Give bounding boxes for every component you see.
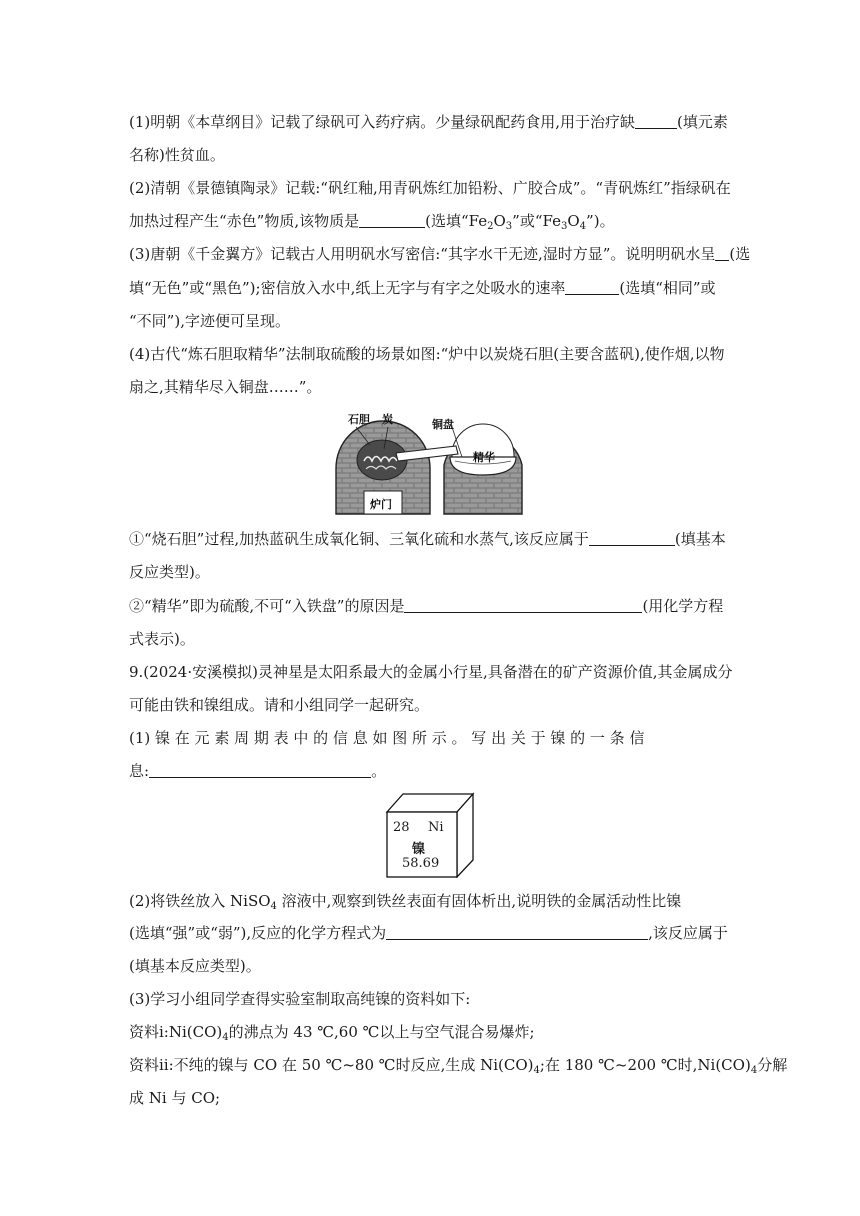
- label-shidan: 石胆: [348, 413, 370, 426]
- atomic-number: 28: [393, 820, 410, 835]
- q9-part2-line3: (填基本反应类型)。: [129, 957, 261, 975]
- q9-info2-line1: [129, 1054, 788, 1076]
- q9-part3-line1: (3)学习小组同学查得实验室制取高纯镍的资料如下:: [129, 990, 471, 1008]
- q8-part3-line1: [129, 243, 751, 265]
- info-text: 的沸点为 43 ℃,60 ℃以上与空气混合易爆炸;: [228, 1023, 535, 1041]
- info-text: 资料ⅰ:Ni(CO): [129, 1023, 223, 1041]
- subscript: 4: [579, 221, 587, 232]
- formula-text: ”)。: [586, 212, 615, 230]
- answer-blank[interactable]: [589, 530, 675, 546]
- q8-part3-hint: (选填“相同”或: [619, 279, 716, 297]
- q8-sub1-text: ①“烧石胆”过程,加热蓝矾生成氧化铜、三氧化硫和水蒸气,该反应属于: [129, 530, 589, 548]
- label-tongpan: 铜盘: [432, 418, 454, 431]
- q9-part2-text: (选填“强”或“弱”),反应的化学方程式为: [129, 924, 387, 942]
- answer-blank[interactable]: [565, 279, 619, 295]
- subscript: 3: [505, 221, 513, 232]
- q8-part3-line2: [129, 277, 734, 299]
- q8-sub2-hint: (用化学方程: [642, 597, 724, 615]
- formula-text: ”或“Fe: [512, 212, 561, 230]
- q9-part1-text: 息:: [129, 762, 150, 780]
- subscript: 4: [533, 1065, 540, 1076]
- subscript: 2: [487, 221, 494, 232]
- answer-blank[interactable]: [149, 762, 371, 778]
- q9-part1-line1: (1) 镍 在 元 素 周 期 表 中 的 信 息 如 图 所 示 。 写 出 关 于 镍 的 一 条 信: [129, 729, 645, 747]
- label-tan: 炭: [382, 413, 393, 426]
- formula-text: O: [567, 212, 580, 230]
- q9-intro-line1: 9.(2024·安溪模拟)灵神星是太阳系最大的金属小行星,具备潜在的矿产资源价值,其金属成分: [129, 663, 733, 681]
- q8-part3-hint: (选: [729, 245, 751, 263]
- q8-part1-hint: (填元素: [677, 113, 728, 131]
- q9-part1-end: 。: [371, 762, 387, 780]
- q8-part4-line2: 扇之,其精华尽入铜盘……”。: [129, 378, 322, 396]
- q8-part3-line3: “不同”),字迹便可呈现。: [129, 312, 290, 330]
- q8-part1-text: (1)明朝《本草纲目》记载了绿矾可入药疗病。少量绿矾配药食用,用于治疗缺: [129, 113, 636, 131]
- answer-blank[interactable]: [404, 597, 642, 613]
- info-text: 分解: [757, 1056, 788, 1074]
- element-name: 镍: [412, 842, 426, 857]
- answer-blank[interactable]: [715, 245, 729, 261]
- q8-part2-line2: [129, 210, 734, 232]
- subscript: 4: [750, 1065, 758, 1076]
- subscript: 4: [222, 1032, 229, 1043]
- nickel-element-card: [385, 792, 475, 878]
- label-jinghua: 精华: [473, 451, 495, 464]
- subscript: 3: [560, 221, 568, 232]
- q8-sub1-line2: 反应类型)。: [129, 563, 210, 581]
- info-text: 资料ⅱ:不纯的镍与 CO 在 50 ℃~80 ℃时反应,生成 Ni(CO): [129, 1056, 534, 1074]
- q8-sub2-line1: [129, 595, 734, 617]
- q8-part3-text: 填“无色”或“黑色”);密信放入水中,纸上无字与有字之处吸水的速率: [129, 279, 566, 297]
- q9-part1-line2: [129, 760, 734, 782]
- q8-sub2-text: ②“精华”即为硫酸,不可“入铁盘”的原因是: [129, 597, 405, 615]
- atomic-mass: 58.69: [402, 856, 440, 871]
- q9-info1: [129, 1021, 734, 1043]
- q8-part4-line1: (4)古代“炼石胆取精华”法制取硫酸的场景如图:“炉中以炭烧石胆(主要含蓝矾),使作烟,以物: [129, 345, 725, 363]
- q9-part2-text: 溶液中,观察到铁丝表面有固体析出,说明铁的金属活动性比镍: [276, 892, 682, 910]
- q8-part2-text: 加热过程产生“赤色”物质,该物质是: [129, 212, 360, 230]
- info-text: ;在 180 ℃~200 ℃时,Ni(CO): [539, 1056, 751, 1074]
- q9-part2-line1: [129, 890, 734, 912]
- answer-blank[interactable]: [635, 113, 677, 129]
- q9-part2-text: ,该反应属于: [648, 924, 728, 942]
- q8-part1-line1: [129, 111, 734, 133]
- q9-part2-text: (2)将铁丝放入 NiSO: [129, 892, 271, 910]
- q8-sub1-hint: (填基本: [674, 530, 726, 548]
- subscript: 4: [270, 901, 277, 912]
- q8-sub1-line1: [129, 528, 734, 550]
- element-symbol: Ni: [428, 820, 444, 835]
- formula-text: O: [493, 212, 506, 230]
- q8-part3-text: (3)唐朝《千金翼方》记载古人用明矾水写密信:“其字水干无迹,湿时方显”。说明明矾水呈: [129, 245, 716, 263]
- q8-part1-line2: 名称)性贫血。: [129, 146, 225, 164]
- q8-sub2-line2: 式表示)。: [129, 630, 195, 648]
- q9-info2-line2: 成 Ni 与 CO;: [129, 1089, 221, 1107]
- q9-intro-line2: 可能由铁和镍组成。请和小组同学一起研究。: [129, 696, 430, 714]
- formula-text: (选填“Fe: [425, 212, 488, 230]
- label-lumen: 炉门: [370, 498, 392, 511]
- furnace-figure: [334, 413, 524, 515]
- q8-part2-line1: (2)清朝《景德镇陶录》记载:“矾红釉,用青矾炼红加铅粉、广胶合成”。“青矾炼红”指绿矾在: [129, 179, 731, 197]
- answer-blank[interactable]: [359, 212, 425, 228]
- answer-blank[interactable]: [386, 924, 648, 940]
- q9-part2-line2: [129, 922, 734, 944]
